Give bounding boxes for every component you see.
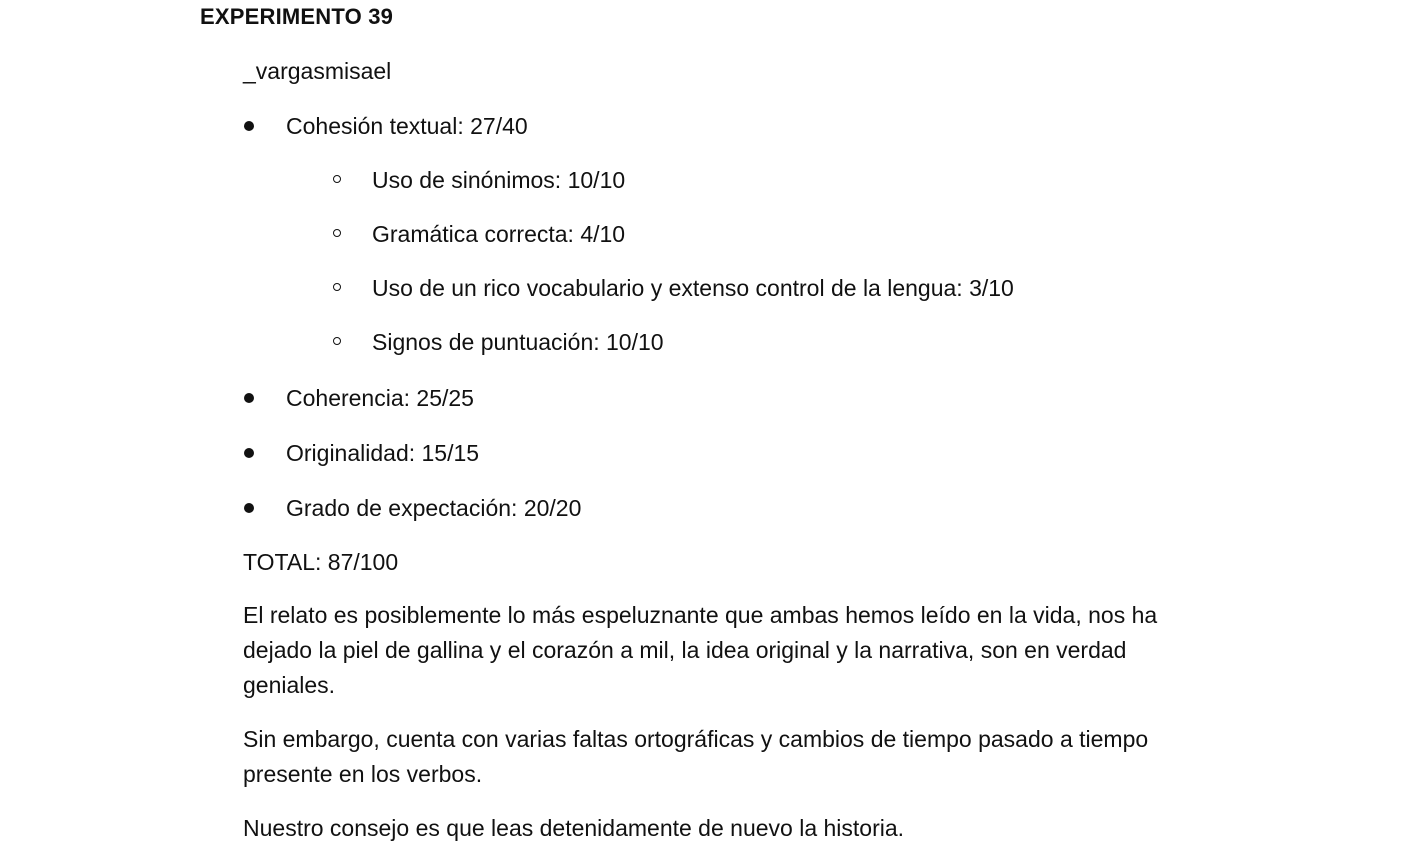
sub-bullet-icon (333, 175, 341, 183)
bullet-icon (244, 121, 254, 131)
subcriterion-synonyms: Uso de sinónimos: 10/10 (372, 167, 626, 193)
subcriterion-grammar: Gramática correcta: 4/10 (372, 221, 626, 247)
sub-bullet-icon (333, 229, 341, 237)
sub-bullet-icon (333, 337, 341, 345)
criterion-expectation: Grado de expectación: 20/20 (286, 495, 582, 521)
sub-bullet-icon (333, 283, 341, 291)
author-handle: _vargasmisael (243, 58, 392, 84)
feedback-paragraph: El relato es posiblemente lo más espeluznante que ambas hemos leído en la vida, nos ha dejado la piel de gallina y el corazón a mil, la idea original y la narrativa, son en verdad geniales. (243, 602, 1158, 698)
criterion-originality: Originalidad: 15/15 (286, 440, 480, 466)
bullet-icon (244, 503, 254, 513)
feedback-paragraph: Nuestro consejo es que leas detenidamente de nuevo la historia. (243, 815, 905, 841)
criterion-cohesion: Cohesión textual: 27/40 (286, 113, 528, 139)
total-score: TOTAL: 87/100 (243, 549, 399, 575)
criterion-coherence: Coherencia: 25/25 (286, 385, 474, 411)
subcriterion-punctuation: Signos de puntuación: 10/10 (372, 329, 664, 355)
bullet-icon (244, 448, 254, 458)
feedback-paragraph: Sin embargo, cuenta con varias faltas ortográficas y cambios de tiempo pasado a tiempo presente en los verbos. (243, 726, 1149, 787)
document-title: EXPERIMENTO 39 (200, 4, 394, 29)
subcriterion-vocabulary: Uso de un rico vocabulario y extenso control de la lengua: 3/10 (372, 275, 1014, 301)
bullet-icon (244, 393, 254, 403)
